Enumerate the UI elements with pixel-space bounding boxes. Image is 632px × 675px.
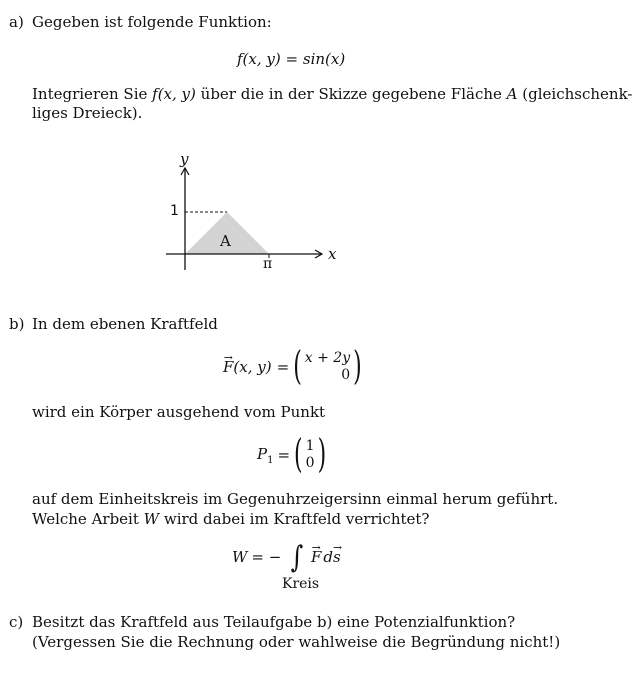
part-b-label: b) [9,315,25,333]
start-point-text: wird ein Körper ausgehend vom Punkt [32,403,326,421]
work-differential-d: d [323,548,333,566]
function-formula [237,50,345,68]
task-text-post: (gleichschenk- [522,85,632,103]
left-paren: ( [293,344,302,390]
formula-rhs: sin(x) [302,50,346,68]
work-vector-s: → s [333,548,341,566]
part-c-question: Besitzt das Kraftfeld aus Teilaufgabe b) eine Potenzialfunktion? [32,613,516,631]
force-args: (x, y) [233,358,272,376]
triangle-sketch [160,150,350,275]
point-subscript: 1 [267,454,274,466]
force-column-vector [305,350,350,384]
point-coord-y: 0 [305,455,315,471]
part-a-task-line1 [32,85,632,103]
work-formula [232,540,341,574]
work-lhs: W [232,548,248,566]
task-area-A: A [506,85,518,103]
work-text-post: wird dabei im Kraftfeld verrichtet? [163,510,430,528]
task-fxy: f(x, y) [152,85,196,103]
right-paren: ) [353,344,362,390]
work-eq: = − [251,548,282,566]
point-column-vector [306,438,315,472]
point-coord-x: 1 [305,438,315,454]
integral-sign: ∫ [290,539,304,575]
point-left-paren: ( [294,432,303,478]
point-name [257,445,273,466]
work-vector-F: → F [311,548,321,566]
force-eq: = [276,358,290,376]
force-field-formula [223,345,362,389]
force-component-y: 0 [341,367,351,383]
task-text-mid: über die in der Skizze gegebene Fläche [200,85,502,103]
point-right-paren: ) [317,432,327,478]
x-axis-label: x [328,245,337,263]
task-text-pre: Integrieren Sie [32,85,148,103]
point-name-letter: P [257,444,268,463]
path-description: auf dem Einheitskreis im Gegenuhrzeigersinn einmal herum geführt. [32,490,559,508]
work-symbol: W [143,510,160,528]
part-c-note: (Vergessen Sie die Rechnung oder wahlweise die Begründung nicht!) [32,633,561,651]
x-tick-label: π [263,256,273,272]
part-a-intro: Gegeben ist folgende Funktion: [32,13,272,31]
formula-lhs: f(x, y) [237,50,281,68]
force-component-x: x + 2y [304,350,351,366]
area-label: A [220,232,231,250]
part-b-intro: In dem ebenen Kraftfeld [32,315,218,333]
part-c-label: c) [9,613,24,631]
force-vector-F: → F [223,358,233,376]
y-axis-label: y [180,150,189,168]
formula-eq: = [285,50,299,68]
part-a-label: a) [9,13,24,31]
work-question [32,510,429,528]
integral-subscript: Kreis [282,576,320,592]
part-a-task-line2: liges Dreieck). [32,104,143,122]
point-eq: = [277,446,291,464]
work-text-pre: Welche Arbeit [32,510,139,528]
y-tick-label: 1 [170,203,179,219]
point-formula [257,433,326,477]
